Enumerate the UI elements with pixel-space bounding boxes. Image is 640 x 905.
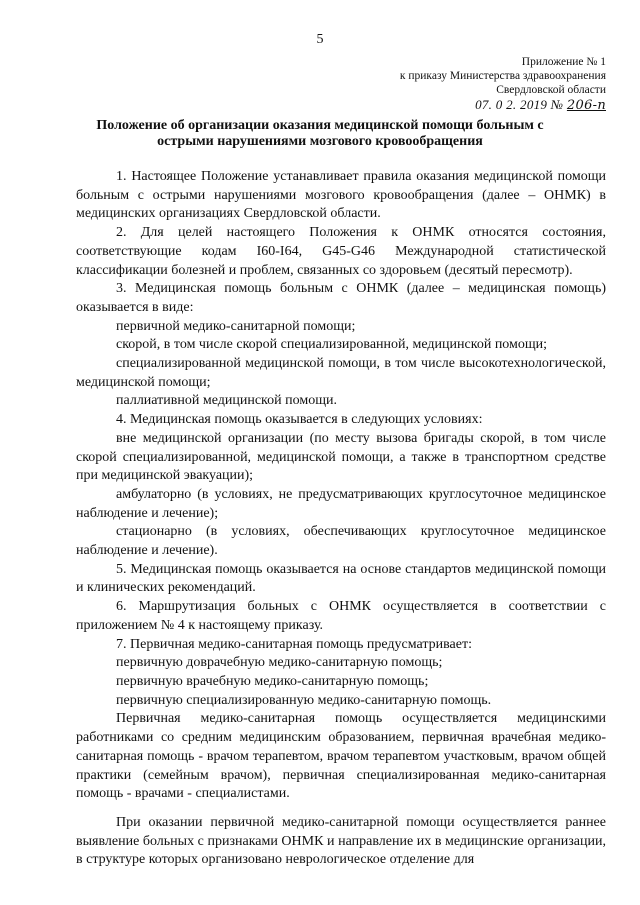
list-item: вне медицинской организации (по месту вызова бригады скорой, в том числе скорой специализированной, медицинской помощи, а также в транспортном средстве при медицинской эвакуации); — [76, 430, 606, 484]
list-item: первичной медико-санитарной помощи; — [116, 318, 356, 334]
paragraph-6: 6. Маршрутизация больных с ОНМК осуществляется в соответствии с приложением № 4 к настоящему приказу. — [76, 599, 606, 633]
list-item: стационарно (в условиях, обеспечивающих круглосуточное медицинское наблюдение и лечение). — [76, 524, 606, 559]
document-title: Положение об организации оказания медицинской помощи больным с острыми нарушениями мозгового кровообращения — [96, 118, 544, 149]
appendix-number: 206-п — [566, 98, 606, 113]
appendix-number-prefix: № — [550, 97, 564, 112]
list-item: специализированной медицинской помощи, в том числе высокотехнологической, медицинской помощи; — [76, 356, 606, 390]
list-item: паллиативной медицинской помощи. — [116, 393, 337, 409]
document-body — [76, 168, 606, 870]
paragraph-4: 4. Медицинская помощь оказывается в следующих условиях: — [116, 412, 483, 428]
list-item: первичную доврачебную медико-санитарную помощь; — [116, 655, 443, 671]
page-number: 5 — [316, 32, 324, 47]
paragraph-7: 7. Первичная медико-санитарная помощь предусматривает: — [116, 636, 472, 652]
appendix-line-2: к приказу Министерства здравоохранения — [399, 70, 606, 82]
list-item: первичную врачебную медико-санитарную помощь; — [116, 673, 429, 689]
list-item: амбулаторно (в условиях, не предусматривающих круглосуточное медицинское наблюдение и лечение); — [76, 486, 606, 521]
appendix-date-number — [326, 98, 606, 113]
paragraph-5: 5. Медицинская помощь оказывается на основе стандартов медицинской помощи и клинических рекомендаций. — [76, 561, 606, 596]
appendix-date: 07. 0 2. 2019 — [475, 97, 548, 112]
paragraph-9: При оказании первичной медико-санитарной помощи осуществляется раннее выявление больных с признаками ОНМК и направление их в медицинские организации, в структуре которых организовано неврологическое отделение для — [76, 814, 606, 868]
list-item: первичную специализированную медико-санитарную помощь. — [116, 692, 492, 708]
paragraph-2: 2. Для целей настоящего Положения к ОНМК относятся состояния, соответствующие кодам I60-I64, G45-G46 Международной статистической классификации болезней и проблем, связанных со здоровьем (десятый пересмотр). — [76, 225, 606, 278]
appendix-line-3: Свердловской области — [496, 84, 606, 96]
appendix-line-1: Приложение № 1 — [521, 56, 606, 68]
appendix-header — [326, 55, 606, 113]
list-item: скорой, в том числе скорой специализированной, медицинской помощи; — [116, 337, 548, 353]
paragraph-1: 1. Настоящее Положение устанавливает правила оказания медицинской помощи больным с острыми нарушениями мозгового кровообращения (далее – ОНМК) в медицинских организациях Свердловской области. — [76, 169, 606, 222]
paragraph-8: Первичная медико-санитарная помощь осуществляется медицинскими работниками со средним медицинским образованием, первичная врачебная медико-санитарная помощь - врачом терапевтом, врачом терапевтом участковым, врачом общей практики (семейным врачом), первичная специализированная медико-санитарная помощь - врачами - специалистами. — [76, 711, 606, 802]
paragraph-3: 3. Медицинская помощь больным с ОНМК (далее – медицинская помощь) оказывается в виде: — [76, 281, 606, 315]
